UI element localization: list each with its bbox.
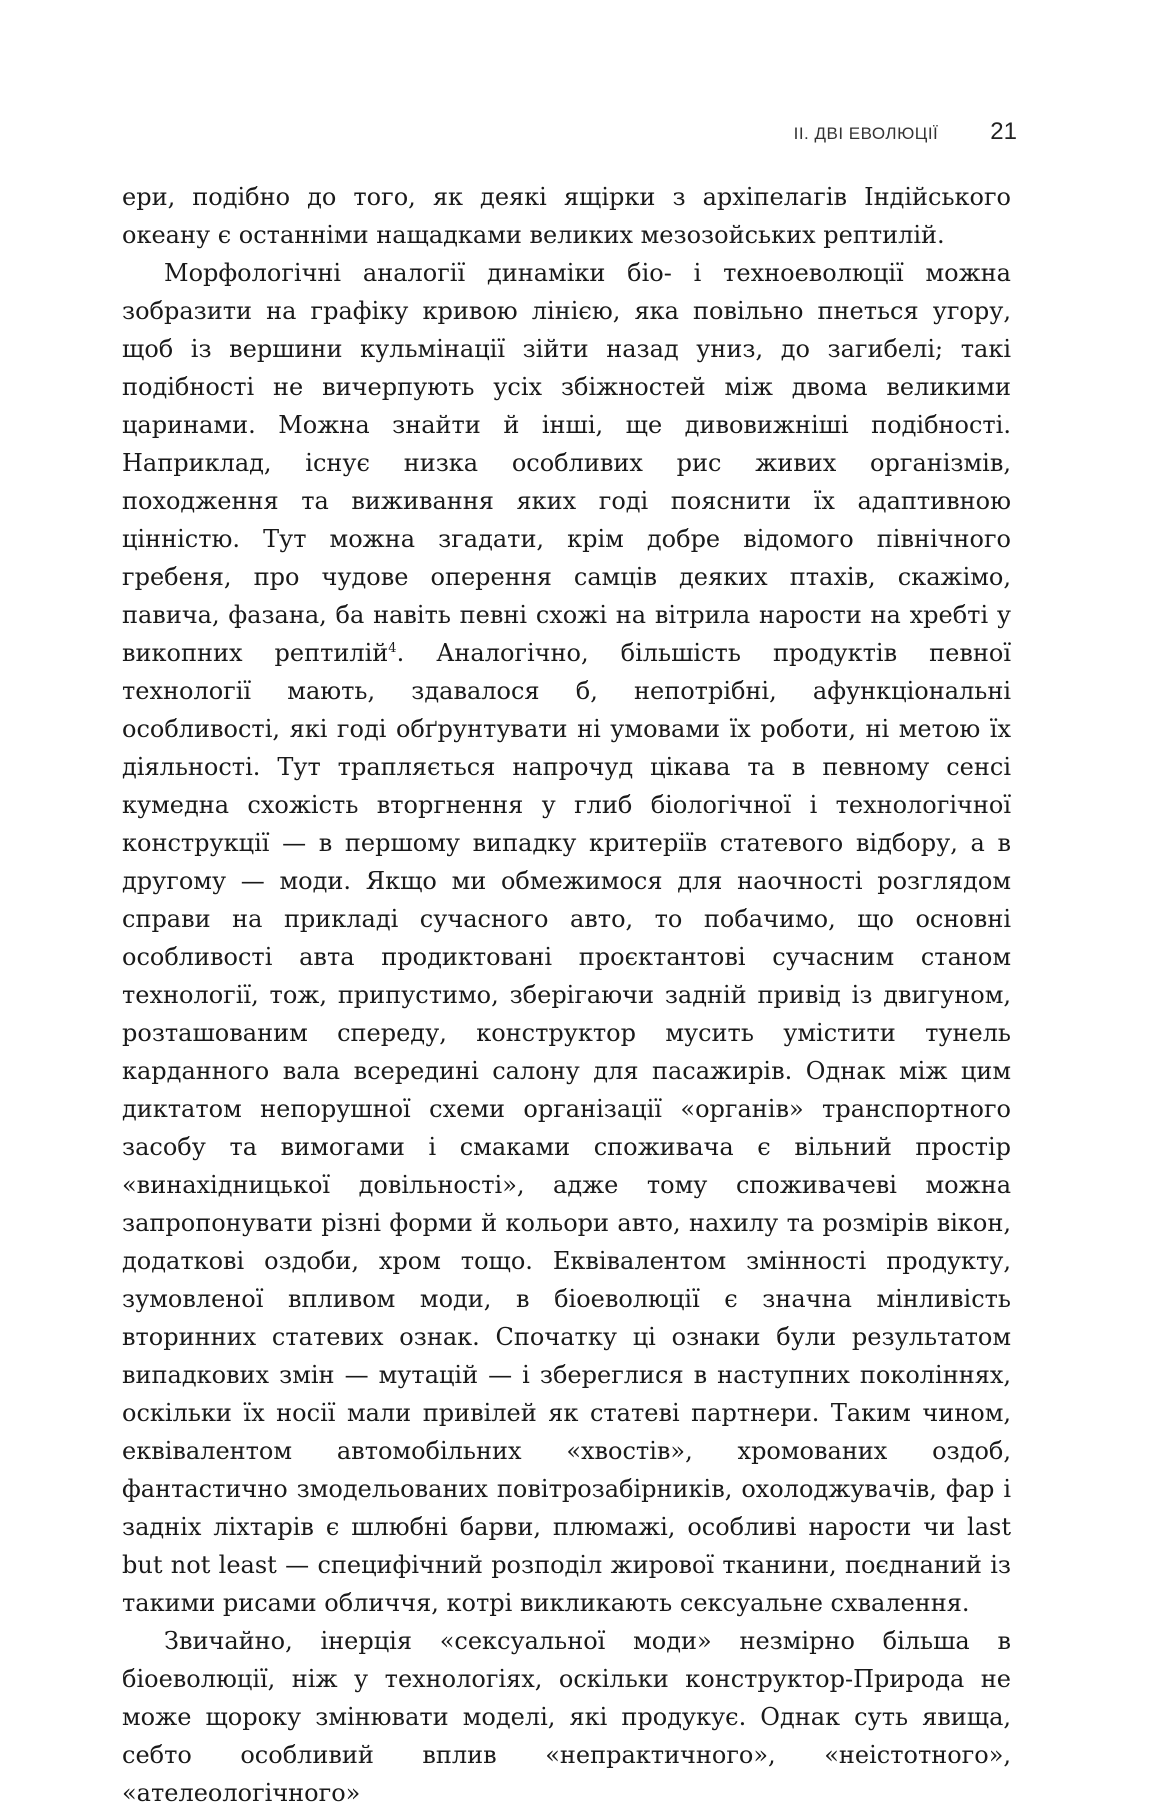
paragraph-2-part-2: . Аналогічно, більшість продуктів певної технології мають, здавалося б, непотрібні, афункціональні особливості, які годі обґрунтувати ні умовами їх роботи, ні метою їх діяльності. Тут трапляється напрочуд цікава та в певному сенсі кумедна схожість вторгнення у глиб біологічної і технологічної конструкції — в першому випадку критеріїв статевого відбору, а в другому — моди. Якщо ми обмежимося для наочності розглядом справи на прикладі сучасного авто, то побачимо, що основні особливості авта продиктовані проєктантові сучасним станом технології, тож, припустимо, зберігаючи задній привід із двигуном, розташованим спереду, конструктор мусить умістити тунель карданного вала всередині салону для пасажирів. Однак між цим диктатом непорушної схеми організації «органів» транспортного засобу та вимогами і смаками споживача є вільний простір «винахідницької довільності», адже тому споживачеві можна запропонувати різні форми й кольори авто, нахилу та розмірів вікон, додаткові оздоби, хром тощо. Еквівалентом змінності продукту, зумовленої впливом моди, в біоеволюції є значна мінливість вторинних статевих ознак. Спочатку ці ознаки були результатом випадкових змін — мутацій — і збереглися в наступних поколіннях, оскільки їх носії мали привілей як статеві партнери. Таким чином, еквівалентом автомобільних «хвостів», хромованих оздоб, фантастично змодельованих повітрозабірників, охолоджувачів, фар і задніх ліхтарів є шлюбні барви, плюмажі, особливі нарости чи last but not least — специфічний розподіл жирової тканини, поєднаний із такими рисами обличчя, котрі викликають сексуальне схвалення. [122, 639, 1011, 1617]
paragraph-3: Звичайно, інерція «сексуальної моди» незмірно більша в біоеволюції, ніж у технологіях, оскільки конструктор-Природа не може щороку змінювати моделі, які продукує. Однак суть явища, себто особливий вплив «непрактичного», «неістотного», «ателеологічного» [122, 1627, 1011, 1807]
paragraph-1: ери, подібно до того, як деякі ящірки з архіпелагів Індійського океану є останніми нащадками великих мезозойських рептилій. [122, 183, 1011, 249]
footnote-marker[interactable]: 4 [388, 641, 397, 656]
paragraph-2-part-1: Морфологічні аналогії динаміки біо- і техноеволюції можна зобразити на графіку кривою лінією, яка повільно пнеться угору, щоб із вершини кульмінації зійти назад униз, до загибелі; такі подібності не вичерпують усіх збіжностей між двома великими царинами. Можна знайти й інші, ще дивовижніші подібності. Наприклад, існує низка особливих рис живих організмів, походження та виживання яких годі пояснити їх адаптивною цінністю. Тут можна згадати, крім добре відомого північного гребеня, про чудове оперення самців деяких птахів, скажімо, павича, фазана, ба навіть певні схожі на вітрила нарости на хребті у викопних рептилій [122, 259, 1011, 667]
body-text [122, 178, 1011, 1812]
running-head [120, 118, 1017, 148]
chapter-title: ІІ. ДВІ ЕВОЛЮЦІЇ [793, 124, 939, 143]
page-number: 21 [990, 118, 1017, 145]
paragraph-2 [122, 254, 1011, 1622]
